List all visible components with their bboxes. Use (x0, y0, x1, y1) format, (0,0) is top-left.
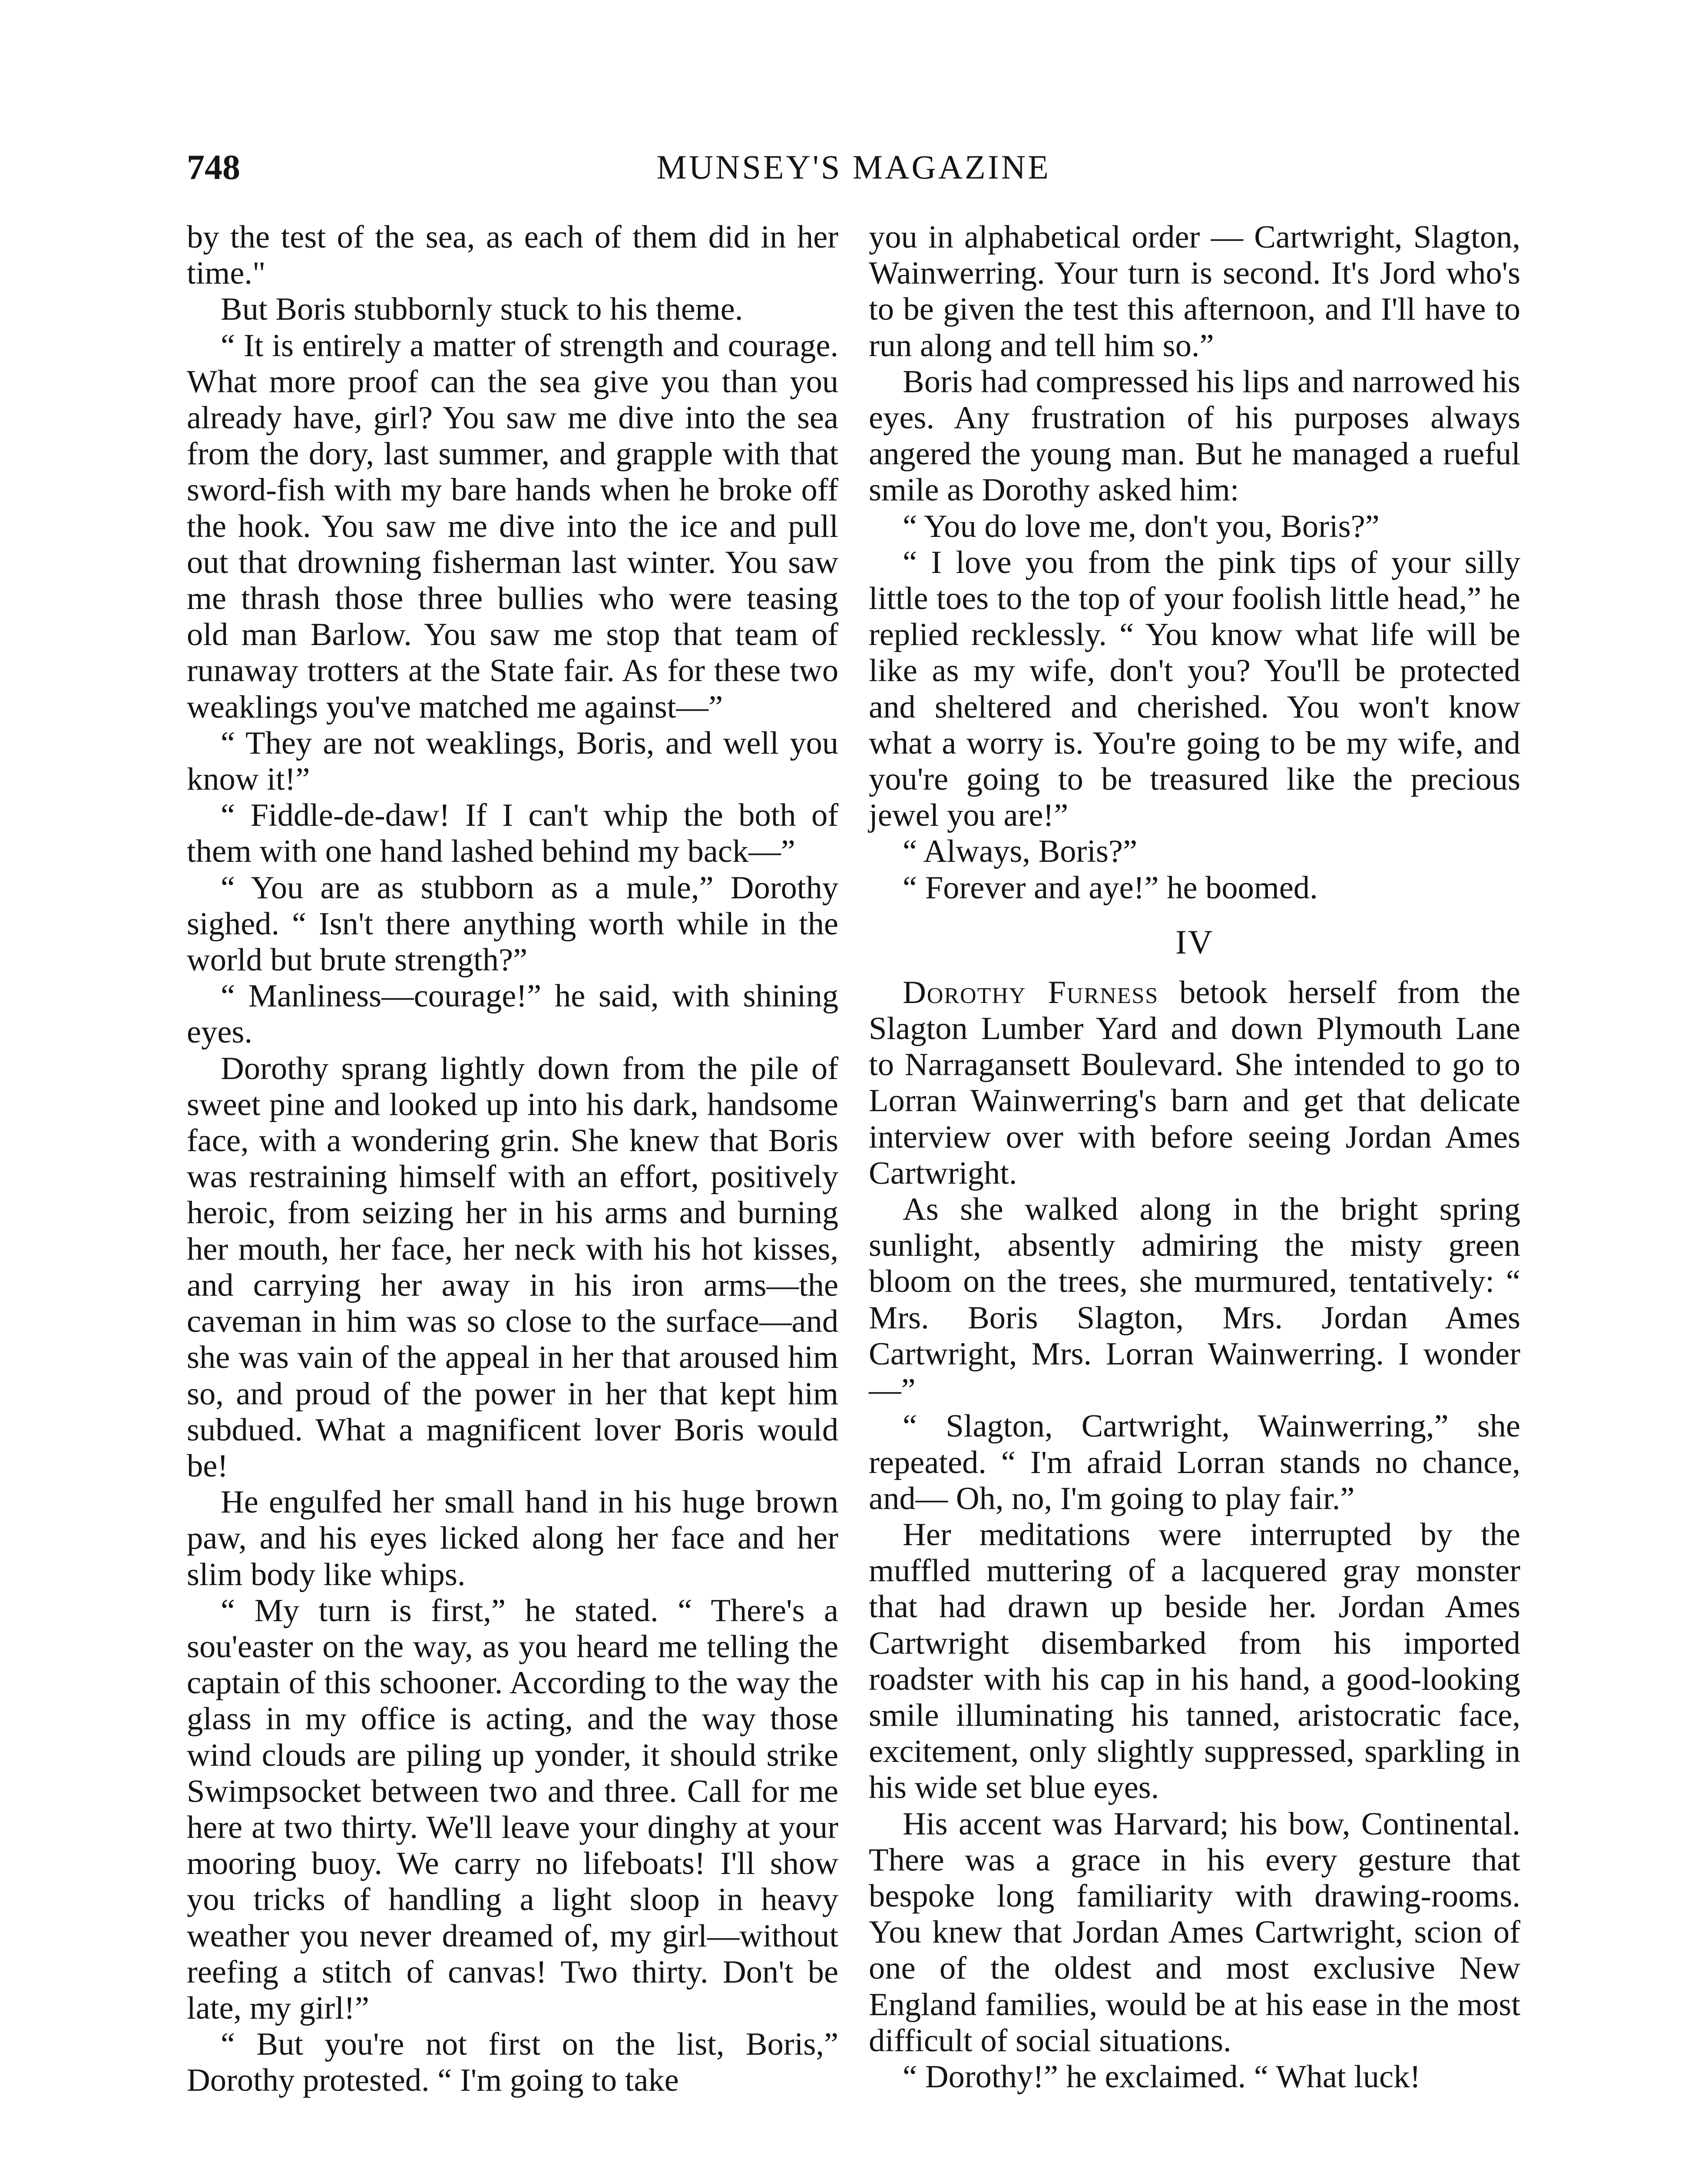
paragraph: by the test of the sea, as each of them did in her time." (187, 219, 838, 291)
paragraph: “ They are not weaklings, Boris, and well you know it!” (187, 725, 838, 798)
paragraph: As she walked along in the bright spring sunlight, absently admiring the misty green bloom on the trees, she murmured, tentatively: “ Mrs. Boris Slagton, Mrs. Jordan Ames Cartwright, Mrs. Lorran Wainwerring. I wonder—” (869, 1192, 1520, 1408)
paragraph: “ You do love me, don't you, Boris?” (903, 508, 1380, 544)
paragraph: “ You are as stubborn as a mule,” Dorothy sighed. “ Isn't there anything worth while in the world but brute strength?” (187, 870, 838, 978)
left-column (187, 219, 838, 2099)
page-header (187, 146, 1520, 198)
lead-text: betook herself from the Slagton Lumber Yard and down Plymouth Lane to Narragansett Boulevard. She intended to go to Lorran Wainwerring's barn and get that delicate interview over with before seeing Jordan Ames Cartwright. (869, 974, 1520, 1191)
paragraph: Her meditations were interrupted by the muffled muttering of a lacquered gray monster that had drawn up beside her. Jordan Ames Cartwright disembarked from his imported roadster with his cap in his hand, a good-looking smile illuminating his tanned, aristocratic face, excitement, only slightly suppressed, sparkling in his wide set blue eyes. (869, 1516, 1520, 1806)
paragraph: Dorothy sprang lightly down from the pile of sweet pine and looked up into his dark, handsome face, with a wondering grin. She knew that Boris was restraining himself with an effort, positively heroic, from seizing her in his arms and burning her mouth, her face, her neck with his hot kisses, and carrying her away in his iron arms—the caveman in him was so close to the surface—and she was vain of the appeal in her that aroused him so, and proud of the power in her that kept him subdued. What a magnificent lover Boris would be! (187, 1050, 838, 1484)
right-column (869, 219, 1520, 2095)
section-heading: IV (1175, 923, 1214, 961)
paragraph: But Boris stubbornly stuck to his theme. (221, 291, 743, 328)
lead-name-smallcaps: Dorothy Furness (903, 974, 1159, 1010)
paragraph: His accent was Harvard; his bow, Continental. There was a grace in his every gesture that bespoke long familiarity with drawing-rooms. You knew that Jordan Ames Cartwright, scion of one of the oldest and most exclusive New England families, would be at his ease in the most difficult of social situations. (869, 1806, 1520, 2059)
paragraph: “ It is entirely a matter of strength and courage. What more proof can the sea give you than you already have, girl? You saw me dive into the sea from the dory, last summer, and grapple with that sword-fish with my bare hands when he broke off the hook. You saw me dive into the ice and pull out that drowning fisherman last winter. You saw me thrash those three bullies who were teasing old man Barlow. You saw me stop that team of runaway trotters at the State fair. As for these two weaklings you've matched me against—” (187, 328, 838, 725)
paragraph: “ But you're not first on the list, Boris,” Dorothy protested. “ I'm going to take (187, 2026, 838, 2099)
paragraph: “ Dorothy!” he exclaimed. “ What luck! (903, 2059, 1421, 2095)
paragraph: He engulfed her small hand in his huge brown paw, and his eyes licked along her face and her slim body like whips. (187, 1484, 838, 1593)
paragraph: you in alphabetical order — Cartwright, Slagton, Wainwerring. Your turn is second. It's Jord who's to be given the test this afternoon, and I'll have to run along and tell him so.” (869, 219, 1520, 364)
paragraph: “ Manliness—courage!” he said, with shining eyes. (187, 978, 838, 1050)
running-head-title: MUNSEY'S MAGAZINE (656, 148, 1051, 186)
paragraph: “ I love you from the pink tips of your silly little toes to the top of your foolish little head,” he replied recklessly. “ You know what life will be like as my wife, don't you? You'll be protected and sheltered and cherished. You won't know what a worry is. You're going to be my wife, and you're going to be treasured like the precious jewel you are!” (869, 544, 1520, 834)
paragraph: “ Slagton, Cartwright, Wainwerring,” she repeated. “ I'm afraid Lorran stands no chance, and— Oh, no, I'm going to play fair.” (869, 1408, 1520, 1516)
paragraph: Boris had compressed his lips and narrowed his eyes. Any frustration of his purposes always angered the young man. But he managed a rueful smile as Dorothy asked him: (869, 364, 1520, 508)
paragraph: “ My turn is first,” he stated. “ There's a sou'easter on the way, as you heard me telling the captain of this schooner. According to the way the glass in my office is acting, and the way those wind clouds are piling up yonder, it should strike Swimpsocket between two and three. Call for me here at two thirty. We'll leave your dinghy at your mooring buoy. We carry no lifeboats! I'll show you tricks of handling a light sloop in heavy weather you never dreamed of, my girl—without reefing a stitch of canvas! Two thirty. Don't be late, my girl!” (187, 1593, 838, 2026)
paragraph: “ Fiddle-de-daw! If I can't whip the both of them with one hand lashed behind my back—” (187, 798, 838, 870)
page-number: 748 (187, 147, 240, 187)
paragraph: “ Forever and aye!” he boomed. (903, 870, 1318, 906)
section-lead-paragraph (869, 975, 1520, 1192)
paragraph: “ Always, Boris?” (903, 834, 1138, 870)
